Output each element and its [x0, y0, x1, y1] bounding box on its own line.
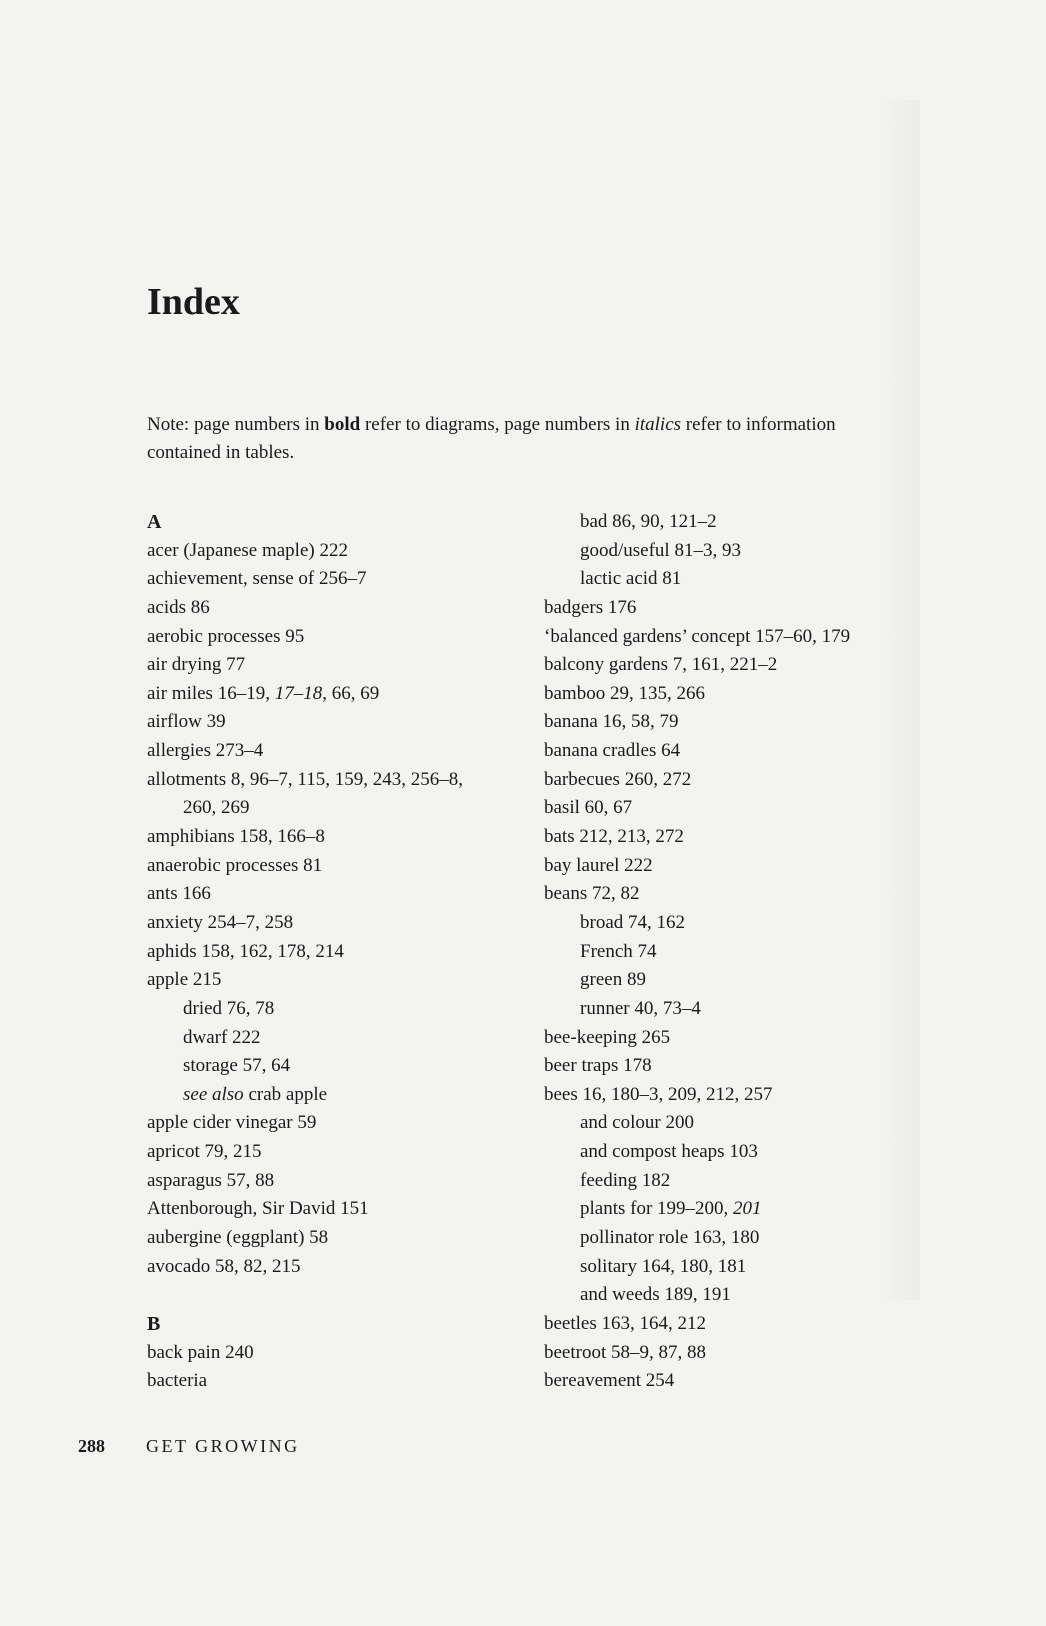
index-entry: [544, 766, 944, 795]
text-segment: bereavement 254: [544, 1370, 675, 1392]
text-segment: and colour 200: [580, 1112, 694, 1134]
text-segment: plants for 199–200,: [580, 1198, 734, 1220]
index-entry: [147, 537, 537, 566]
italic-text: see also: [183, 1083, 244, 1105]
text-segment: and compost heaps 103: [580, 1141, 758, 1163]
text-segment: basil 60, 67: [544, 797, 633, 819]
index-entry: [147, 1109, 537, 1138]
index-entry: [544, 594, 944, 623]
index-entry: [147, 1167, 537, 1196]
index-subentry: [544, 909, 944, 938]
index-entry: [147, 938, 537, 967]
index-column-left: [147, 508, 537, 1396]
text-segment: banana 16, 58, 79: [544, 711, 679, 733]
text-segment: allergies 273–4: [147, 740, 264, 762]
text-segment: air miles 16–19,: [147, 682, 275, 704]
index-entry: [147, 651, 537, 680]
index-subentry: [544, 938, 944, 967]
text-segment: bay laurel 222: [544, 854, 653, 876]
text-segment: dwarf 222: [183, 1026, 261, 1048]
text-segment: achievement, sense of 256–7: [147, 568, 367, 590]
index-column-right: [544, 508, 944, 1396]
index-entry: [544, 1081, 944, 1110]
index-entry: [147, 708, 537, 737]
italic-text: italics: [634, 414, 682, 435]
page-number: 288: [78, 1436, 105, 1456]
text-segment: Note: page numbers in: [147, 414, 325, 435]
text-segment: back pain 240: [147, 1341, 254, 1363]
text-segment: amphibians 158, 166–8: [147, 826, 325, 848]
index-subentry: [147, 794, 537, 823]
text-segment: , 66, 69: [322, 682, 380, 704]
index-entry: [147, 737, 537, 766]
text-segment: beetroot 58–9, 87, 88: [544, 1341, 707, 1363]
index-entry: [147, 1138, 537, 1167]
text-segment: allotments 8, 96–7, 115, 159, 243, 256–8,: [147, 768, 463, 790]
text-segment: bats 212, 213, 272: [544, 826, 684, 848]
text-segment: ‘balanced gardens’ concept 157–60, 179: [544, 625, 851, 647]
text-segment: apple 215: [147, 969, 222, 991]
text-segment: 260, 269: [183, 797, 250, 819]
index-subentry: [147, 1052, 537, 1081]
running-title: GET GROWING: [146, 1436, 300, 1456]
text-segment: anxiety 254–7, 258: [147, 911, 294, 933]
text-segment: acids 86: [147, 596, 210, 618]
index-subentry: [544, 995, 944, 1024]
index-subentry: [147, 995, 537, 1024]
index-note: [147, 411, 887, 467]
italic-text: 17–18: [274, 682, 323, 704]
index-entry: [544, 852, 944, 881]
text-segment: aphids 158, 162, 178, 214: [147, 940, 344, 962]
index-entry: [147, 909, 537, 938]
index-subentry: [544, 1281, 944, 1310]
text-segment: beetles 163, 164, 212: [544, 1312, 707, 1334]
index-entry: [544, 1052, 944, 1081]
section-letter: [147, 1310, 537, 1339]
text-segment: broad 74, 162: [580, 911, 686, 933]
text-segment: apricot 79, 215: [147, 1141, 262, 1163]
index-entry: [147, 966, 537, 995]
text-segment: crab apple: [243, 1083, 328, 1105]
text-segment: and weeds 189, 191: [580, 1284, 731, 1306]
index-entry: [544, 823, 944, 852]
index-subentry: [147, 1024, 537, 1053]
text-segment: lactic acid 81: [580, 568, 682, 590]
index-subentry: [544, 1195, 944, 1224]
index-subentry: [544, 1109, 944, 1138]
index-entry: [544, 1339, 944, 1368]
index-entry: [544, 737, 944, 766]
page-title: Index: [147, 281, 240, 323]
index-entry: [147, 1339, 537, 1368]
text-segment: air drying 77: [147, 654, 246, 676]
text-segment: beer traps 178: [544, 1055, 652, 1077]
index-entry: [147, 680, 537, 709]
index-entry: [147, 823, 537, 852]
index-entry: [147, 880, 537, 909]
text-segment: storage 57, 64: [183, 1055, 291, 1077]
text-segment: pollinator role 163, 180: [580, 1227, 760, 1249]
text-segment: runner 40, 73–4: [580, 997, 701, 1019]
text-segment: avocado 58, 82, 215: [147, 1255, 301, 1277]
index-entry: [147, 594, 537, 623]
index-subentry: [544, 565, 944, 594]
text-segment: dried 76, 78: [183, 997, 275, 1019]
index-subentry: [544, 1224, 944, 1253]
text-segment: aerobic processes 95: [147, 625, 305, 647]
text-segment: ants 166: [147, 883, 211, 905]
index-entry: [147, 1224, 537, 1253]
index-entry: [147, 852, 537, 881]
blank-line: [147, 1281, 537, 1310]
text-segment: barbecues 260, 272: [544, 768, 692, 790]
index-entry: [544, 1310, 944, 1339]
text-segment: B: [147, 1312, 161, 1335]
text-segment: A: [147, 511, 162, 533]
italic-text: 201: [733, 1198, 762, 1220]
text-segment: balcony gardens 7, 161, 221–2: [544, 654, 778, 676]
text-segment: refer to information contained in tables.: [147, 414, 836, 463]
index-subentry: [544, 1167, 944, 1196]
index-subentry: [544, 1253, 944, 1282]
index-subentry: [544, 537, 944, 566]
index-entry: [147, 1367, 537, 1396]
index-entry: [544, 1367, 944, 1396]
index-entry: [147, 565, 537, 594]
text-segment: good/useful 81–3, 93: [580, 539, 741, 561]
text-segment: bamboo 29, 135, 266: [544, 682, 705, 704]
index-entry: [147, 623, 537, 652]
index-subentry: [544, 966, 944, 995]
text-segment: bacteria: [147, 1370, 208, 1392]
text-segment: bee-keeping 265: [544, 1026, 671, 1048]
text-segment: asparagus 57, 88: [147, 1169, 275, 1191]
text-segment: anaerobic processes 81: [147, 854, 323, 876]
text-segment: airflow 39: [147, 711, 226, 733]
section-letter: [147, 508, 537, 537]
text-segment: beans 72, 82: [544, 883, 640, 905]
text-segment: apple cider vinegar 59: [147, 1112, 317, 1134]
index-entry: [544, 794, 944, 823]
text-segment: feeding 182: [580, 1169, 671, 1191]
text-segment: refer to diagrams, page numbers in: [360, 414, 635, 435]
index-entry: [147, 1253, 537, 1282]
index-entry: [544, 708, 944, 737]
text-segment: green 89: [580, 969, 646, 991]
text-segment: solitary 164, 180, 181: [580, 1255, 747, 1277]
text-segment: French 74: [580, 940, 657, 962]
index-entry: [544, 880, 944, 909]
index-entry: [147, 1195, 537, 1224]
index-entry: [147, 766, 537, 795]
index-entry: [544, 651, 944, 680]
index-subentry: [544, 508, 944, 537]
index-subentry: [147, 1081, 537, 1110]
text-segment: acer (Japanese maple) 222: [147, 539, 348, 561]
index-entry: [544, 680, 944, 709]
index-subentry: [544, 1138, 944, 1167]
bold-text: bold: [324, 414, 361, 435]
text-segment: badgers 176: [544, 596, 637, 618]
index-entry: [544, 623, 944, 652]
text-segment: bees 16, 180–3, 209, 212, 257: [544, 1083, 773, 1105]
text-segment: aubergine (eggplant) 58: [147, 1227, 329, 1249]
index-entry: [544, 1024, 944, 1053]
text-segment: banana cradles 64: [544, 740, 681, 762]
text-segment: bad 86, 90, 121–2: [580, 511, 717, 532]
text-segment: Attenborough, Sir David 151: [147, 1198, 369, 1220]
